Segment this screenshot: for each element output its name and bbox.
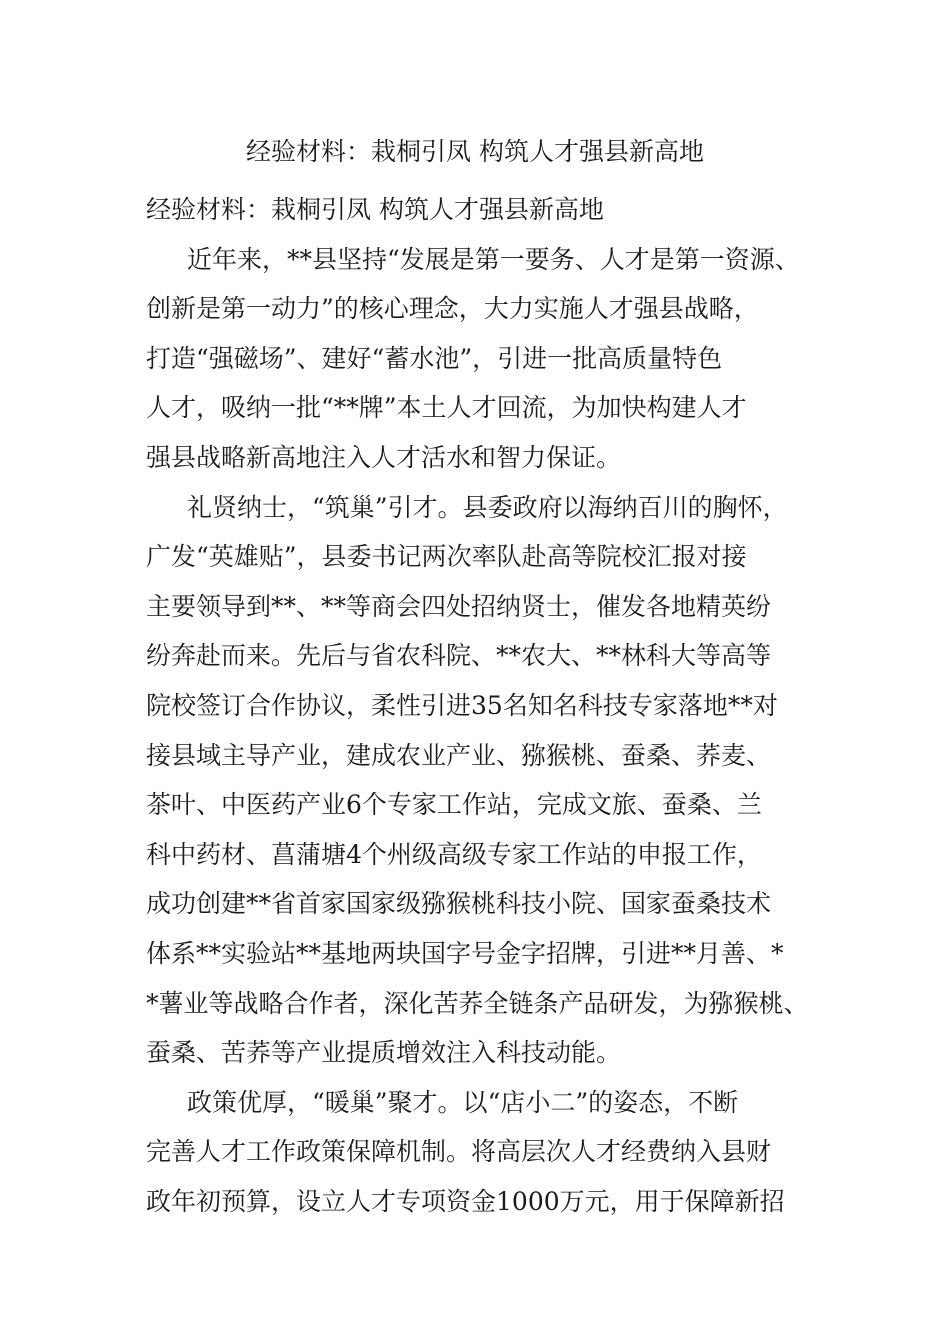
body-line: 人才，吸纳一批“**牌”本土人才回流，为加快构建人才 <box>146 393 747 423</box>
body-line: 蚕桑、苦荞等产业提质增效注入科技动能。 <box>146 1038 622 1068</box>
document-body <box>146 185 826 1226</box>
body-line: 政年初预算，设立人才专项资金1000万元，用于保障新招 <box>146 1186 785 1216</box>
document-subtitle: 经验材料：栽桐引凤 构筑人才强县新高地 <box>146 195 604 224</box>
body-line: 茶叶、中医药产业6个专家工作站，完成文旅、蚕桑、兰 <box>146 790 762 820</box>
body-line: 完善人才工作政策保障机制。将高层次人才经费纳入县财 <box>146 1137 772 1167</box>
body-line: 打造“强磁场”、建好“蓄水池”，引进一批高质量特色 <box>146 343 723 373</box>
body-line: 主要领导到**、**等商会四处招纳贤士，催发各地精英纷 <box>146 591 772 621</box>
body-line: *薯业等战略合作者，深化苦荞全链条产品研发，为猕猴桃、 <box>146 988 809 1018</box>
body-line: 创新是第一动力”的核心理念，大力实施人才强县战略， <box>146 294 759 324</box>
document-title: 经验材料：栽桐引凤 构筑人才强县新高地 <box>246 137 704 166</box>
body-line: 强县战略新高地注入人才活水和智力保证。 <box>146 442 622 472</box>
body-line: 纷奔赴而来。先后与省农科院、**农大、**林科大等高等 <box>146 641 772 671</box>
body-line: 礼贤纳士，“筑巢”引才。县委政府以海纳百川的胸怀， <box>187 492 788 522</box>
body-line: 科中药材、菖蒲塘4个州级高级专家工作站的申报工作， <box>146 839 762 869</box>
body-line: 体系**实验站**基地两块国字号金字招牌，引进**月善、* <box>146 938 784 968</box>
body-line: 广发“英雄贴”，县委书记两次率队赴高等院校汇报对接 <box>146 542 747 572</box>
body-line: 政策优厚，“暖巢”聚才。以“店小二”的姿态，不断 <box>187 1087 739 1117</box>
body-line: 成功创建**省首家国家级猕猴桃科技小院、国家蚕桑技术 <box>146 889 772 919</box>
body-line: 接县域主导产业，建成农业产业、猕猴桃、蚕桑、荞麦、 <box>146 740 772 770</box>
body-line: 近年来，**县坚持“发展是第一要务、人才是第一资源、 <box>187 244 800 274</box>
body-line: 院校签订合作协议，柔性引进35名知名科技专家落地**对 <box>146 690 778 720</box>
